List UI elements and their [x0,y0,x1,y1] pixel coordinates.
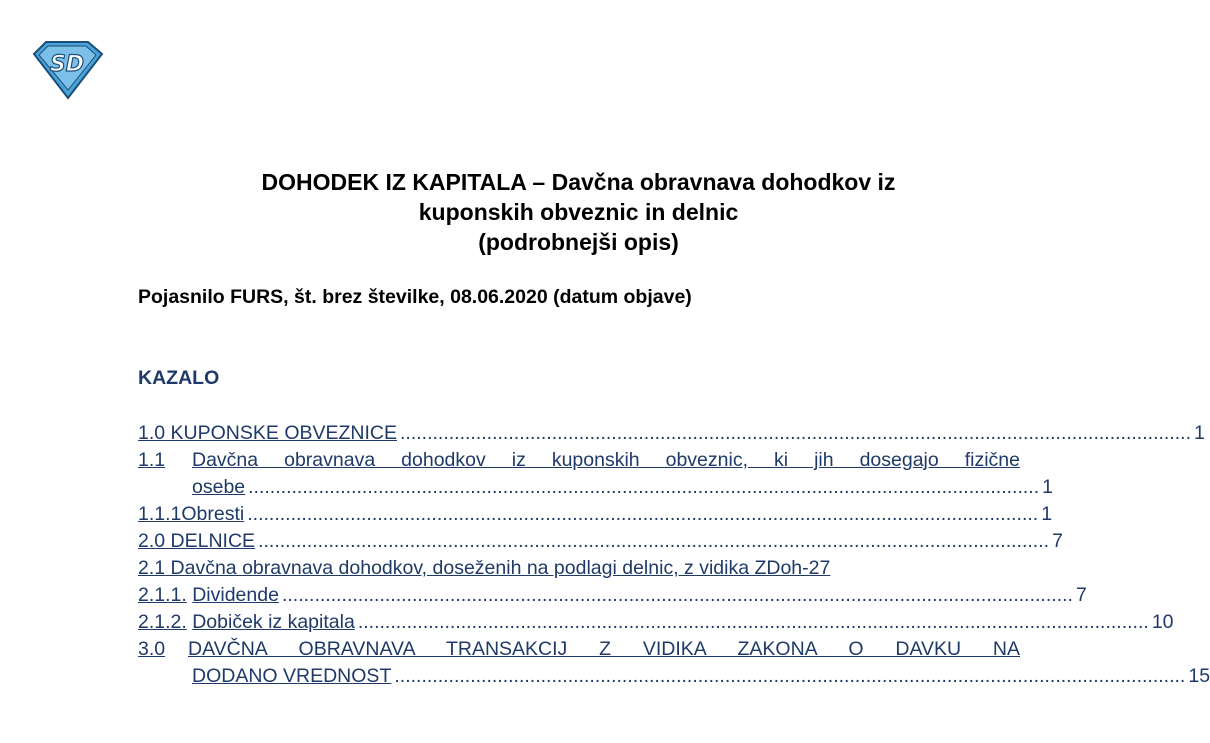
toc-leader: .................................................................................................................................................. [394,665,1186,687]
title-line-2: kuponskih obveznic in delnic [418,199,739,225]
toc-page: 1 [1041,503,1053,525]
toc-page: 1 [1194,422,1205,444]
toc-entry-2-1-2[interactable] [138,609,1174,636]
toc-page: 7 [1075,584,1087,606]
toc-entry-2-0[interactable] [138,528,1063,555]
toc-entry-3-0-cont[interactable] [192,663,1210,690]
logo-text: SD [49,52,85,77]
toc-text: DELNICE [170,530,256,552]
toc-leader: .................................................................................................................................................. [248,476,1040,498]
toc-text-cont[interactable]: osebe [192,476,246,498]
toc-leader: .................................................................................................................................................. [247,503,1039,525]
toc-num: 2.0 [138,530,166,552]
toc-page: 10 [1151,611,1174,633]
toc-leader: .................................................................................................................................................. [357,611,1149,633]
toc-entry-1-1-1-link[interactable] [138,501,244,528]
toc-heading: KAZALO [138,367,220,389]
toc-num[interactable]: 2.1.1. [138,584,187,606]
toc-page: 15 [1188,665,1210,687]
toc-text-cont[interactable]: DODANO VREDNOST [192,665,392,687]
toc-entry-2-1-1[interactable] [138,582,1087,609]
toc-num[interactable]: 3.0 [138,638,166,660]
toc-num: 1.0 [138,422,166,444]
toc-leader: .................................................................................................................................................. [400,422,1191,444]
toc-entry-1-1-cont[interactable] [192,474,1053,501]
toc-text[interactable]: Davčna obravnava dohodkov iz kuponskih obveznic, ki jih dosegajo fizične [192,449,1020,471]
toc-leader: .................................................................................................................................................. [258,530,1050,552]
toc-text: Davčna obravnava dohodkov, doseženih na podlagi delnic, z vidika ZDoh-27 [170,557,831,579]
title-line-3: (podrobnejši opis) [478,229,679,255]
toc-entry-2-1-link[interactable] [138,557,830,579]
toc-entry-1-1[interactable] [138,447,1020,474]
toc-num[interactable]: 2.1.2. [138,611,187,633]
toc-text[interactable]: Dobiček iz kapitala [192,611,355,633]
toc-entry-3-0[interactable] [138,636,1020,663]
toc-page: 1 [1042,476,1053,498]
toc-num: 1.1.1 [138,503,182,525]
document-title [0,167,1157,257]
toc-text[interactable]: DAVČNA OBRAVNAVA TRANSAKCIJ Z VIDIKA ZAKONA O DAVKU NA [188,638,1020,660]
toc-text[interactable]: Dividende [192,584,279,606]
toc-page: 7 [1052,530,1063,552]
document-subtitle: Pojasnilo FURS, št. brez številke, 08.06.2020 (datum objave) [138,286,692,308]
title-line-1: DOHODEK IZ KAPITALA – Davčna obravnava dohodkov iz [261,169,896,195]
toc-num[interactable]: 1.1 [138,449,166,471]
toc-entry-1-0-link[interactable] [138,420,397,447]
toc-text: KUPONSKE OBVEZNICE [170,422,397,444]
toc-entry-2-0-link[interactable] [138,528,255,555]
toc-text: Obresti [181,503,245,525]
sd-logo-icon [30,40,104,100]
toc-entry-2-1[interactable] [138,555,1020,582]
toc-num: 2.1 [138,557,166,579]
toc-leader: .................................................................................................................................................. [281,584,1073,606]
toc-entry-1-0[interactable] [138,420,1205,447]
toc-entry-1-1-1[interactable] [138,501,1053,528]
